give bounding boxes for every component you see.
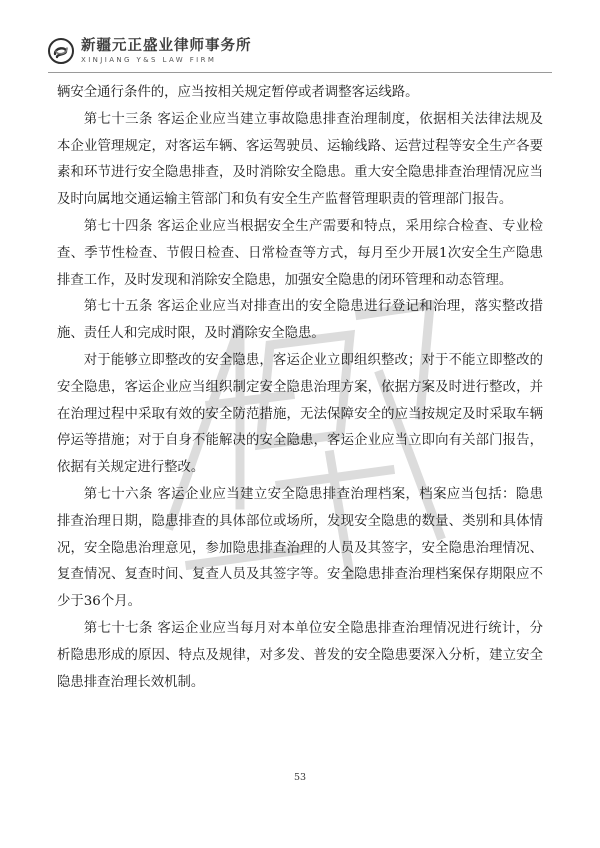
firm-name-cn: 新疆元正盛业律师事务所 [81,37,252,54]
article-73: 第七十三条 客运企业应当建立事故隐患排查治理制度，依据相关法律法规及本企业管理规定，对客运车辆、客运驾驶员、运输线路、运营过程等安全生产各要素和环节进行安全隐患排查，及时消除安全隐患。重大安全隐患排查治理情况应当及时向属地交通运输主管部门和负有安全生产监督管理职责的管理部门报告。 [57,111,543,208]
document-body [57,80,543,696]
page-header [48,36,252,66]
firm-name-en: XINJIANG Y&S LAW FIRM [81,55,217,64]
page-number: 53 [293,772,307,783]
article-75-detail: 对于能够立即整改的安全隐患，客运企业立即组织整改；对于不能立即整改的安全隐患，客运企业应当组织制定安全隐患治理方案，依据方案及时进行整改，并在治理过程中采取有效的安全防范措施，无法保障安全的应当按规定及时采取车辆停运等措施；对于自身不能解决的安全隐患，客运企业应当立即向有关部门报告，依据有关规定进行整改。 [57,352,543,476]
header-divider [48,72,552,73]
article-76: 第七十六条 客运企业应当建立安全隐患排查治理档案，档案应当包括：隐患排查治理日期，隐患排查的具体部位或场所，发现安全隐患的数量、类别和具体情况，安全隐患治理意见，参加隐患排查治理的人员及其签字，安全隐患治理情况、复查情况、复查时间、复查人员及其签字等。安全隐患排查治理档案保存期限应不少于36个月。 [57,486,543,610]
firm-logo-icon [48,38,74,64]
article-77: 第七十七条 客运企业应当每月对本单位安全隐患排查治理情况进行统计，分析隐患形成的原因、特点及规律，对多发、普发的安全隐患要深入分析，建立安全隐患排查治理长效机制。 [57,620,543,690]
article-74: 第七十四条 客运企业应当根据安全生产需要和特点，采用综合检查、专业检查、季节性检查、节假日检查、日常检查等方式，每月至少开展1次安全生产隐患排查工作，及时发现和消除安全隐患，加强安全隐患的闭环管理和动态管理。 [57,218,543,288]
article-75: 第七十五条 客运企业应当对排查出的安全隐患进行登记和治理，落实整改措施、责任人和完成时限，及时消除安全隐患。 [57,299,543,342]
paragraph-continuation: 辆安全通行条件的，应当按相关规定暂停或者调整客运线路。 [57,85,419,100]
firm-names [81,38,252,65]
